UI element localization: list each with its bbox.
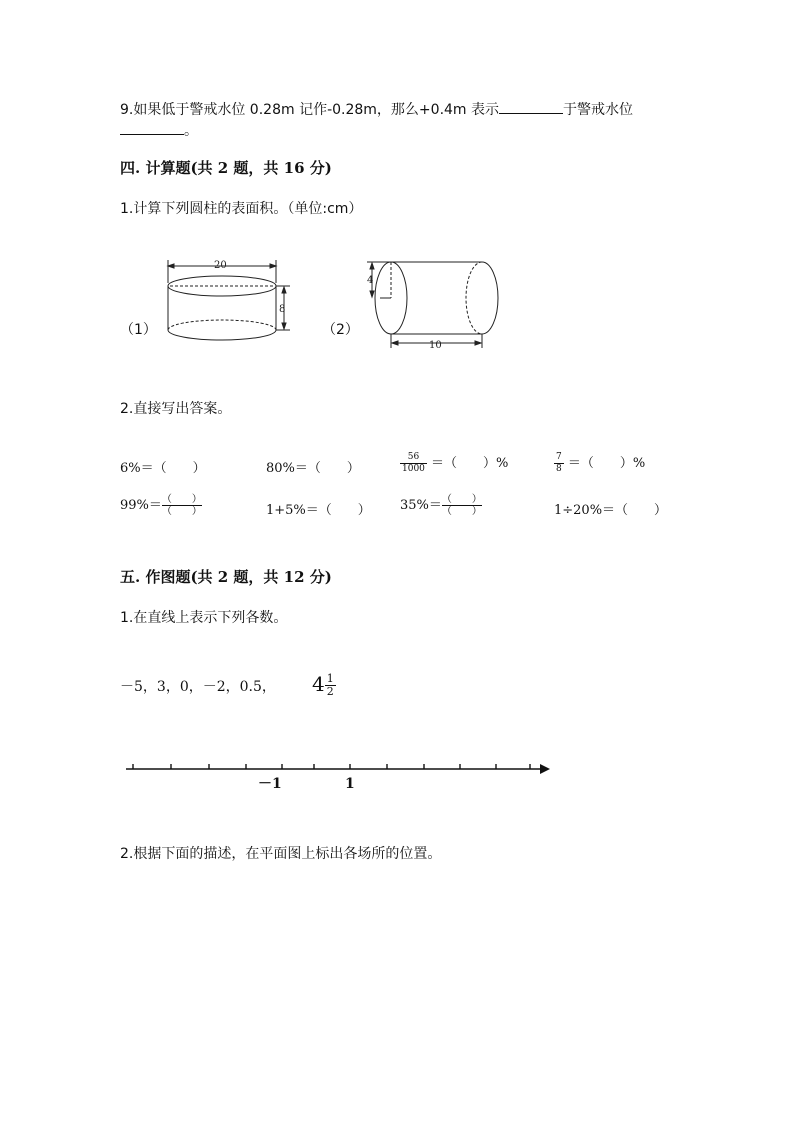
fraction-56-1000: $\frac{56}{1000}$	[402, 452, 425, 474]
number-line-arrow-icon	[540, 764, 550, 774]
s4-q1-text: 1.计算下列圆柱的表面积。（单位:cm）	[120, 201, 363, 217]
blank-fraction-35[interactable]: （ ） （ ）	[441, 494, 482, 517]
cylinder-2-figure	[367, 262, 498, 348]
q9-text-end: 。	[184, 123, 198, 139]
cylinder1-label: （1）	[120, 322, 157, 338]
s5-q2-text: 2.根据下面的描述，在平面图上标出各场所的位置。	[120, 846, 442, 862]
mixed-fraction: $\frac{1}{2}$	[326, 672, 334, 698]
cylinder1-height-label: 8	[279, 304, 286, 315]
number-list: －5，3，0，－2，0.5，	[120, 679, 276, 695]
cylinder1-diameter-label: 20	[214, 260, 227, 271]
calc-r2-c1: 99%＝ （ ） （ ）	[120, 494, 202, 517]
axis-label-minus-one: －1	[258, 776, 282, 792]
cylinder2-radius-label: 4	[367, 275, 374, 286]
axis-label-one: 1	[345, 776, 355, 792]
section4-title: 四. 计算题(共 2 题，共 16 分)	[120, 159, 332, 177]
section5-title: 五. 作图题(共 2 题，共 12 分)	[120, 568, 332, 586]
calc-r2-c4: 1÷20%＝（ ）	[554, 503, 668, 518]
calc-r1-c1: 6%＝（ ）	[120, 461, 206, 476]
calc-r2-c2: 1+5%＝（ ）	[266, 503, 371, 518]
cylinder2-label: （2）	[322, 322, 359, 338]
calc-r1-c3: $\frac{56}{1000}$ ＝（ ）%	[402, 452, 509, 474]
s5-q1-text: 1.在直线上表示下列各数。	[120, 610, 288, 626]
calc-r2-c3: 35%＝ （ ） （ ）	[400, 494, 482, 517]
mixed-number: 4 $\frac{1}{2}$	[312, 672, 334, 698]
fraction-7-8: $\frac{7}{8}$	[556, 452, 562, 474]
q9-text-2: 于警戒水位	[563, 102, 634, 118]
blank-fraction-99[interactable]: （ ） （ ）	[161, 494, 202, 517]
calc-r1-c2: 80%＝（ ）	[266, 461, 360, 476]
number-line[interactable]	[126, 764, 550, 774]
cylinder2-length-label: 10	[429, 340, 442, 351]
s4-q2-text: 2.直接写出答案。	[120, 401, 232, 417]
calc-r1-c4: $\frac{7}{8}$ ＝（ ）%	[556, 452, 646, 474]
cylinder-1-figure	[168, 260, 290, 340]
q9-text-1: 9.如果低于警戒水位 0.28m 记作-0.28m，那么+0.4m 表示	[120, 102, 500, 118]
